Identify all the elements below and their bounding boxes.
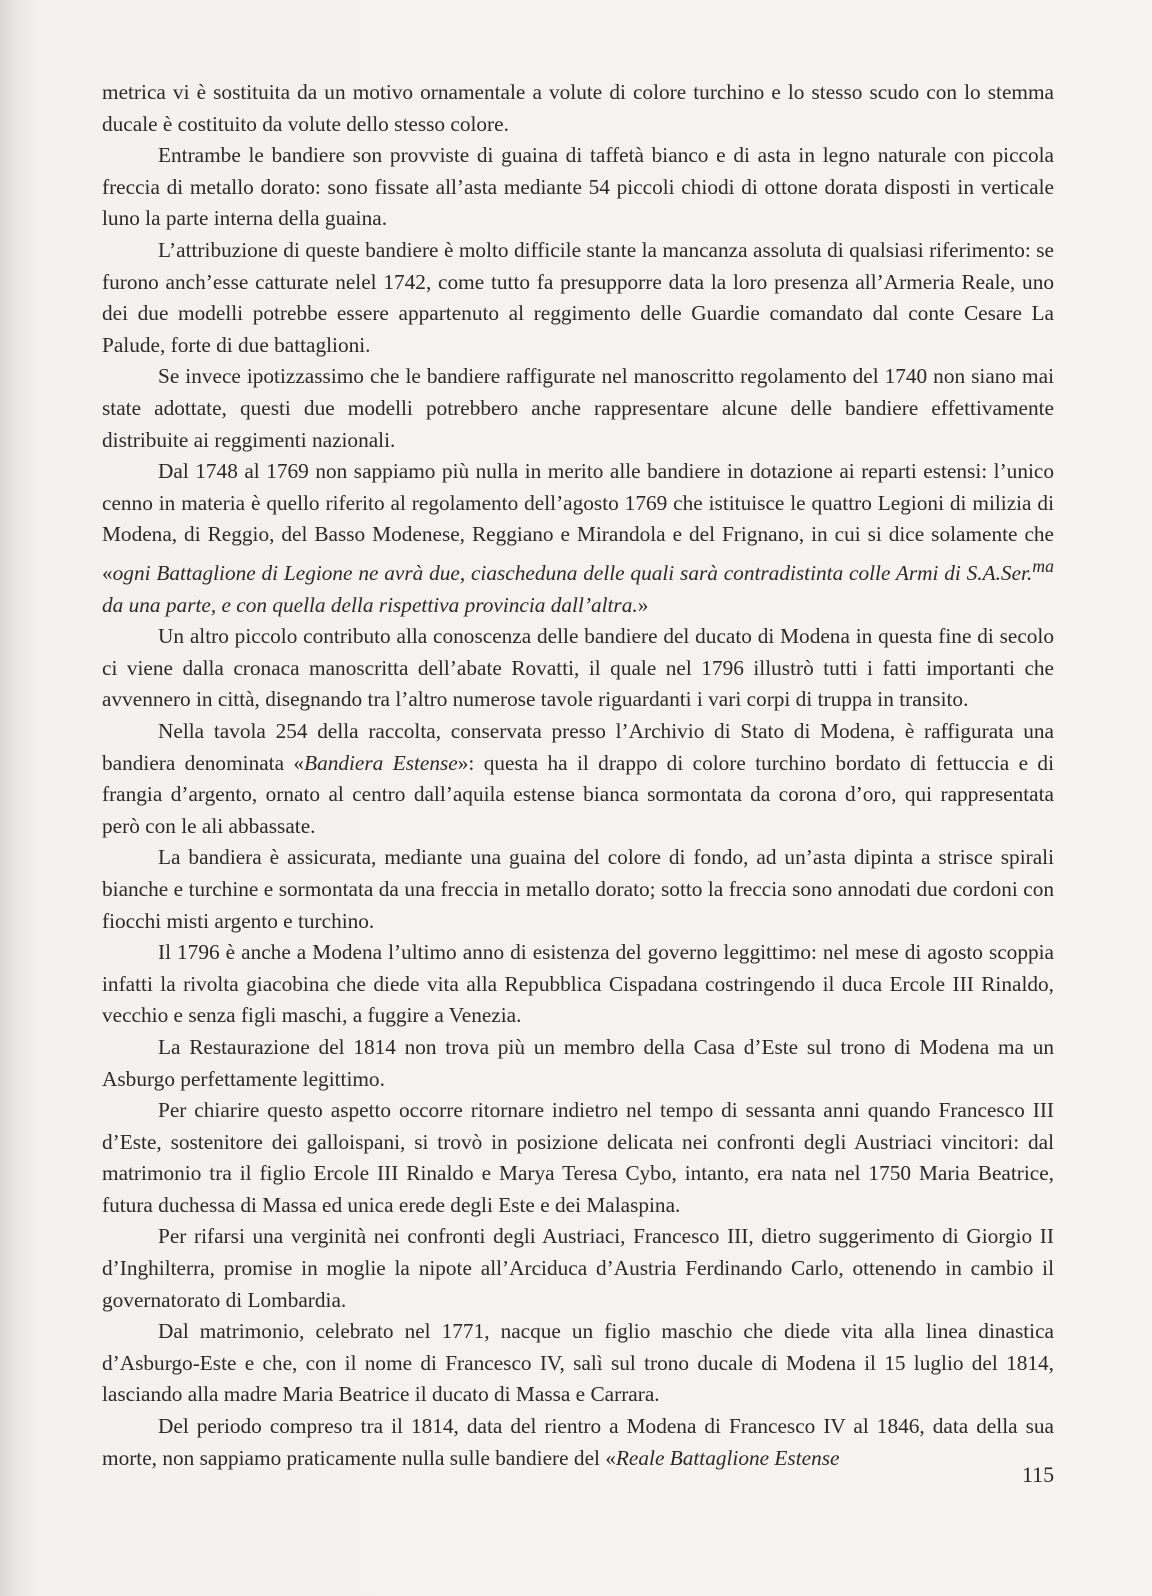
paragraph-text: Per chiarire questo aspetto occorre ritornare indietro nel tempo di sessanta anni quando Francesco III d’Este, sostenitore dei galloispani, si trovò in posizione delicata nei confronti degli Austriaci vincitori: dal matrimonio tra il figlio Ercole III Rinaldo e Marya Teresa Cybo, intanto, era nata nel 1750 Maria Beatrice, futura duchessa di Massa ed unica erede degli Este e dei Malaspina. <box>102 1098 1054 1217</box>
paragraph <box>102 1095 1054 1221</box>
paragraph-text: Per rifarsi una verginità nei confronti degli Austriaci, Francesco III, dietro suggerimento di Giorgio II d’Inghilterra, promise in moglie la nipote all’Arciduca d’Austria Ferdinando Carlo, ottenendo in cambio il governatorato di Lombardia. <box>102 1224 1054 1312</box>
paragraph-text: Dal 1748 al 1769 non sappiamo più nulla in merito alle bandiere in dotazione ai reparti estensi: l’unico cenno in materia è quello riferito al regolamento dell’agosto 1769 che istituisce le quattro Legioni di milizia di Modena, di Reggio, del Basso Modenese, Reggiano e Mirandola e del Frignano, in cui si dice solamente che « <box>102 459 1054 585</box>
paragraph <box>102 621 1054 716</box>
paragraph <box>102 235 1054 361</box>
superscript-abbreviation: ma <box>1032 555 1054 576</box>
paragraph <box>102 140 1054 235</box>
paragraph <box>102 716 1054 842</box>
paragraph-text: L’attribuzione di queste bandiere è molto difficile stante la mancanza assoluta di qualsiasi riferimento: se furono anch’esse catturate nelel 1742, come tutto fa presupporre data la loro presenza all’Armeria Reale, uno dei due modelli potrebbe essere appartenuto al reggimento delle Guardie comandato dal conte Cesare La Palude, forte di due battaglioni. <box>102 237 1054 357</box>
paragraph-text: Dal matrimonio, celebrato nel 1771, nacque un figlio maschio che diede vita alla linea dinastica d’Asburgo-Este e che, con il nome di Francesco IV, salì sul trono ducale di Modena il 15 luglio del 1814, lasciando alla madre Maria Beatrice il ducato di Massa e Carrara. <box>102 1319 1054 1407</box>
paragraph <box>102 842 1054 937</box>
paragraph <box>102 361 1054 456</box>
paragraph <box>102 937 1054 1032</box>
paragraph-text: Del periodo compreso tra il 1814, data del rientro a Modena di Francesco IV al 1846, data della sua morte, non sappiamo praticamente nulla sulle bandiere del « <box>102 1414 1054 1470</box>
page-number: 115 <box>1022 1462 1055 1487</box>
paragraph-text: Entrambe le bandiere son provviste di guaina di taffetà bianco e di asta in legno naturale con piccola freccia di metallo dorato: sono fissate all’asta mediante 54 piccoli chiodi di ottone dorata disposti in verticale luno la parte interna della guaina. <box>102 143 1054 231</box>
paragraph-text: Nella tavola 254 della raccolta, conservata presso l’Archivio di Stato di Modena, è raffigurata una bandiera denominata « <box>102 718 1054 775</box>
paragraph-text: La bandiera è assicurata, mediante una guaina del colore di fondo, ad un’asta dipinta a strisce spirali bianche e turchine e sormontata da una freccia in metallo dorato; sotto la freccia sono annodati due cordoni con fiocchi misti argento e turchino. <box>102 845 1054 933</box>
italic-title: Bandiera Estense <box>304 750 458 775</box>
closing-quote: » <box>637 592 649 617</box>
paragraph-text: »: questa ha il drappo di colore turchino bordato di fettuccia e di frangia d’argento, ornato al centro dall’aquila estense bianca sormontata da corona d’oro, qui rappresentata però con le ali abbassate. <box>102 750 1054 838</box>
body-text <box>102 77 1054 1474</box>
quotation-italic: da una parte, e con quella della rispettiva provincia dall’altra. <box>102 592 638 617</box>
paragraph-text: metrica vi è sostituita da un motivo ornamentale a volute di colore turchino e lo stesso scudo con lo stemma ducale è costituito da volute dello stesso colore. <box>102 80 1054 136</box>
italic-title: Reale Battaglione Estense <box>615 1445 840 1470</box>
quotation-italic: ogni Battaglione di Legione ne avrà due, ciascheduna delle quali sarà contradistinta colle Armi di S.A.Ser. <box>112 561 1033 585</box>
paragraph-continuation <box>102 77 1054 140</box>
paragraph <box>102 1316 1054 1411</box>
paragraph-text: Se invece ipotizzassimo che le bandiere raffigurate nel manoscritto regolamento del 1740 non siano mai state adottate, questi due modelli potrebbero anche rappresentare alcune delle bandiere effettivamente distribuite ai reggimenti nazionali. <box>102 364 1054 452</box>
paragraph <box>102 1411 1054 1474</box>
paragraph <box>102 456 1054 621</box>
paragraph-text: Il 1796 è anche a Modena l’ultimo anno di esistenza del governo leggittimo: nel mese di agosto scoppia infatti la rivolta giacobina che diede vita alla Repubblica Cispadana costringendo il duca Ercole III Rinaldo, vecchio e senza figli maschi, a fuggire a Venezia. <box>102 940 1054 1028</box>
paragraph <box>102 1221 1054 1316</box>
paragraph-text: Un altro piccolo contributo alla conoscenza delle bandiere del ducato di Modena in questa fine di secolo ci viene dalla cronaca manoscritta dell’abate Rovatti, il quale nel 1796 illustrò tutti i fatti importanti che avvennero in città, disegnando tra l’altro numerose tavole riguardanti i vari corpi di truppa in transito. <box>102 624 1054 712</box>
paragraph <box>102 1032 1054 1095</box>
paragraph-text: La Restaurazione del 1814 non trova più un membro della Casa d’Este sul trono di Modena ma un Asburgo perfettamente legittimo. <box>102 1034 1054 1091</box>
